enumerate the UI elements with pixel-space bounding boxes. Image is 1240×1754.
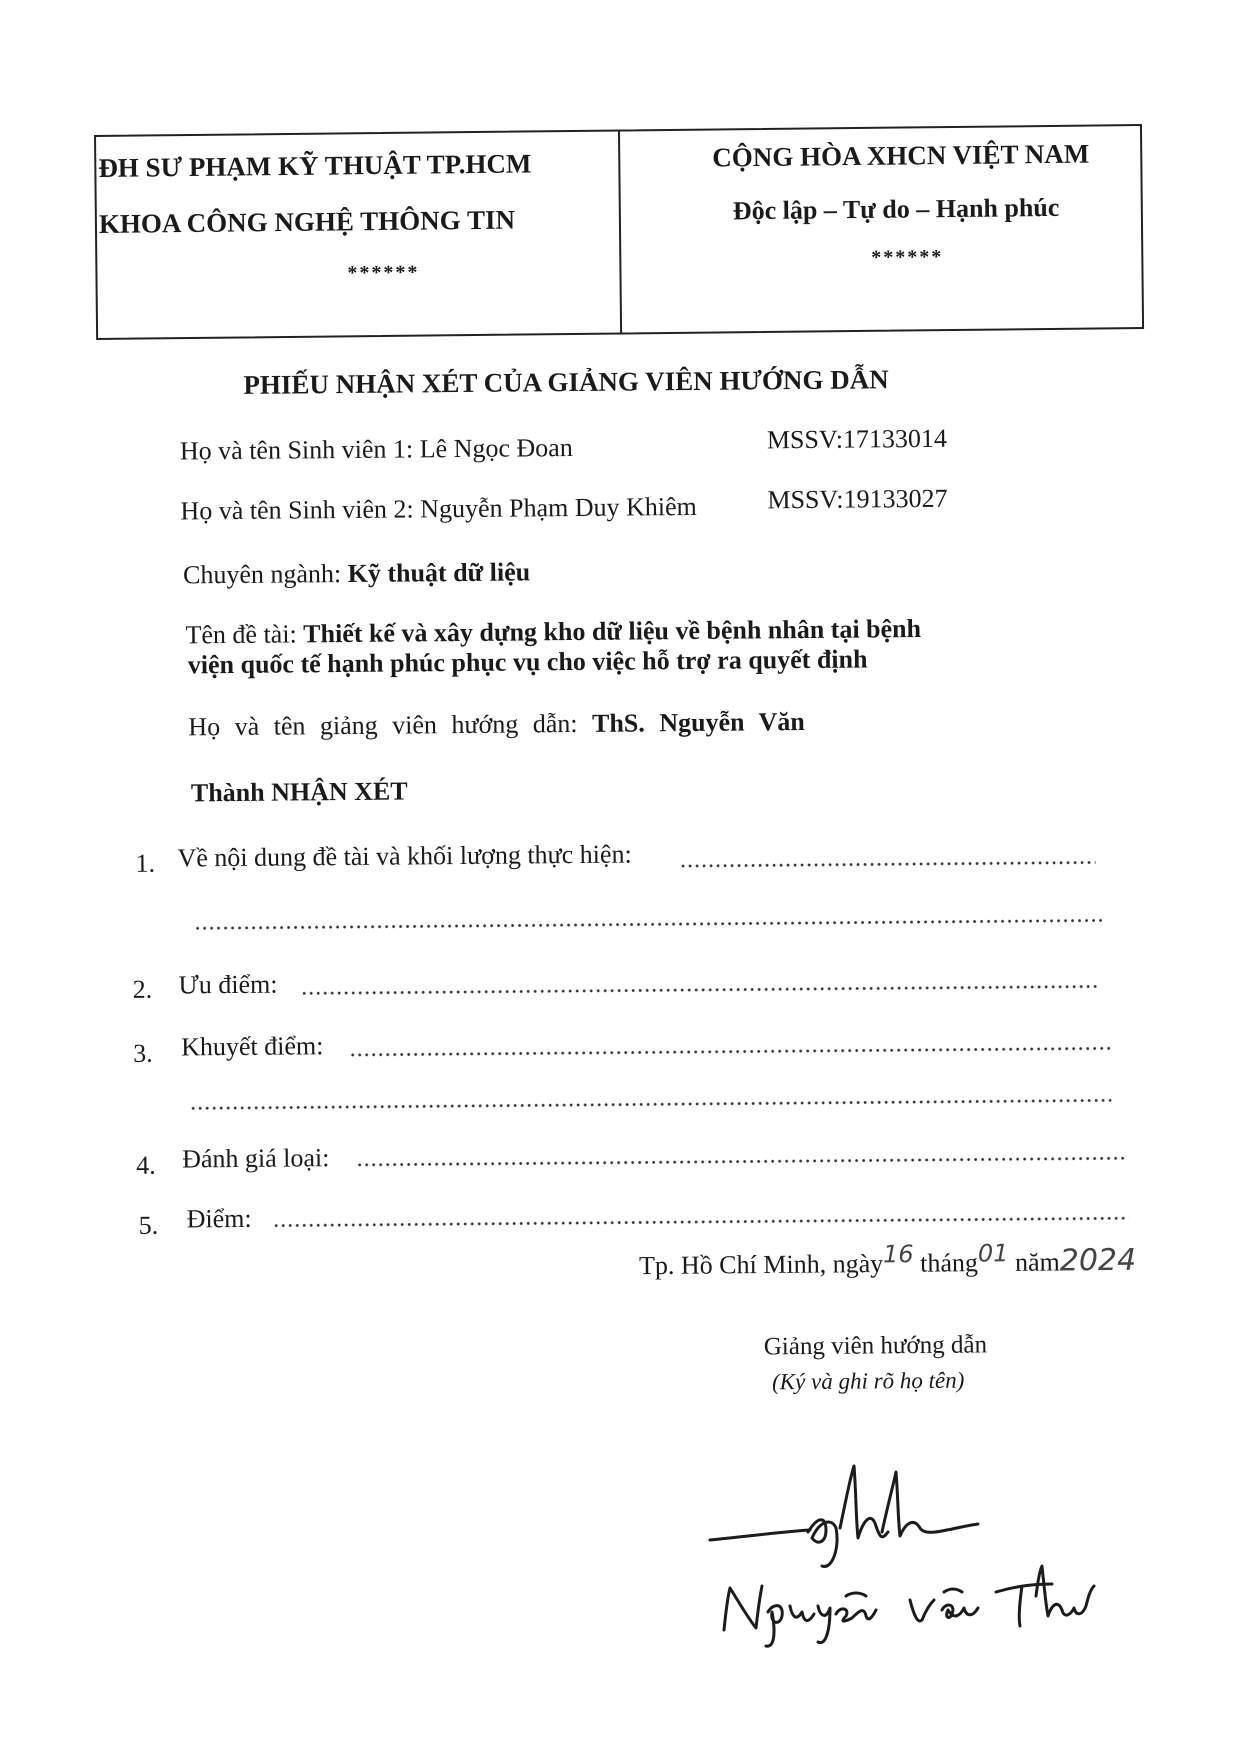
item-1-number: 1.: [135, 848, 156, 878]
advisor-line: [188, 707, 805, 742]
signature-stroke: [882, 1472, 978, 1536]
date-month: 01: [977, 1239, 1009, 1268]
item-2-number: 2.: [132, 974, 153, 1004]
topic-label: Tên đề tài:: [185, 619, 304, 650]
item-2-label: Ưu điểm:: [178, 969, 278, 1000]
signature-stroke: [766, 1606, 782, 1647]
date-year: 2024: [1059, 1242, 1137, 1279]
student-2-name: Nguyễn Phạm Duy Khiêm: [420, 491, 697, 524]
handwritten-signature: [700, 1420, 1140, 1650]
item-3-label: Khuyết điểm:: [181, 1031, 324, 1062]
form-title: PHIẾU NHẬN XÉT CỦA GIẢNG VIÊN HƯỚNG DẪN: [243, 364, 889, 400]
signature-stroke: [710, 1530, 810, 1540]
major-line: [183, 557, 530, 590]
student-1-name: Lê Ngọc Đoan: [419, 433, 573, 464]
item-2-fill-line: [301, 984, 1101, 995]
item-4-label: Đánh giá loại:: [181, 1143, 330, 1174]
item-5-fill-line: [273, 1216, 1129, 1227]
date-month-label: tháng: [913, 1248, 979, 1278]
student-1-mssv: MSSV:17133014: [766, 423, 948, 455]
signature-stroke: [910, 1600, 934, 1621]
item-1-label: Về nội dung đề tài và khối lượng thực hiện:: [177, 839, 632, 873]
date-year-label: năm: [1008, 1247, 1060, 1277]
faculty-name: KHOA CÔNG NGHỆ THÔNG TIN: [98, 204, 516, 239]
advisor-section-line: [191, 776, 408, 808]
item-1-fill-line: [680, 860, 1096, 868]
student-1-line: [180, 433, 573, 466]
signature-stroke: [942, 1605, 978, 1617]
motto: Độc lập – Tự do – Hạnh phúc: [732, 192, 1060, 226]
right-stars: ******: [871, 246, 944, 269]
country-name: CỘNG HÒA XHCN VIỆT NAM: [712, 138, 1090, 173]
item-4-number: 4.: [136, 1150, 156, 1180]
advisor-value-1: ThS. Nguyễn Văn: [591, 707, 805, 738]
signature-stroke: [944, 1589, 962, 1592]
university-name: ĐH SƯ PHẠM KỸ THUẬT TP.HCM: [98, 148, 532, 183]
item-4-fill-line: [356, 1156, 1124, 1167]
item-5-label: Điểm:: [186, 1203, 252, 1234]
left-stars: ******: [347, 261, 420, 285]
topic-value-1: Thiết kế và xây dựng kho dữ liệu về bệnh nhân tại bệnh: [303, 613, 922, 649]
student-2-label: Họ và tên Sinh viên 2:: [180, 494, 421, 526]
section-heading: NHẬN XÉT: [271, 776, 408, 807]
advisor-value-2: Thành: [190, 777, 265, 808]
item-3-number: 3.: [133, 1038, 153, 1068]
date-prefix: Tp. Hồ Chí Minh, ngày: [638, 1248, 884, 1281]
signature-stroke: [840, 1466, 888, 1538]
signature-stroke: [836, 1609, 876, 1621]
signature-stroke: [818, 1606, 830, 1643]
student-2-mssv: MSSV:19133027: [767, 483, 948, 515]
item-3-fill-line: [349, 1046, 1111, 1057]
signature-title: Giảng viên hướng dẫn: [763, 1331, 988, 1361]
item-5-number: 5.: [138, 1210, 159, 1240]
signature-stroke: [808, 1520, 837, 1567]
advisor-label: Họ và tên giảng viên hướng dẫn:: [188, 708, 593, 742]
signature-stroke: [724, 1586, 762, 1630]
student-2-line: [180, 492, 697, 527]
major-value: Kỹ thuật dữ liệu: [347, 557, 531, 588]
item-1-fill-line-2: [194, 918, 1102, 930]
signature-stroke: [1036, 1566, 1094, 1616]
topic-line-2: viện quốc tế hạnh phúc phục vụ cho việc hỗ trợ ra quyết định: [187, 644, 868, 680]
date-day: 16: [882, 1240, 914, 1269]
signature-note: (Ký và ghi rõ họ tên): [771, 1367, 965, 1395]
date-line: [639, 1238, 1136, 1282]
signature-stroke: [790, 1606, 814, 1621]
major-label: Chuyên ngành:: [182, 558, 348, 590]
student-1-label: Họ và tên Sinh viên 1:: [179, 434, 420, 466]
signature-stroke: [846, 1593, 866, 1596]
item-3-fill-line-2: [190, 1098, 1112, 1110]
